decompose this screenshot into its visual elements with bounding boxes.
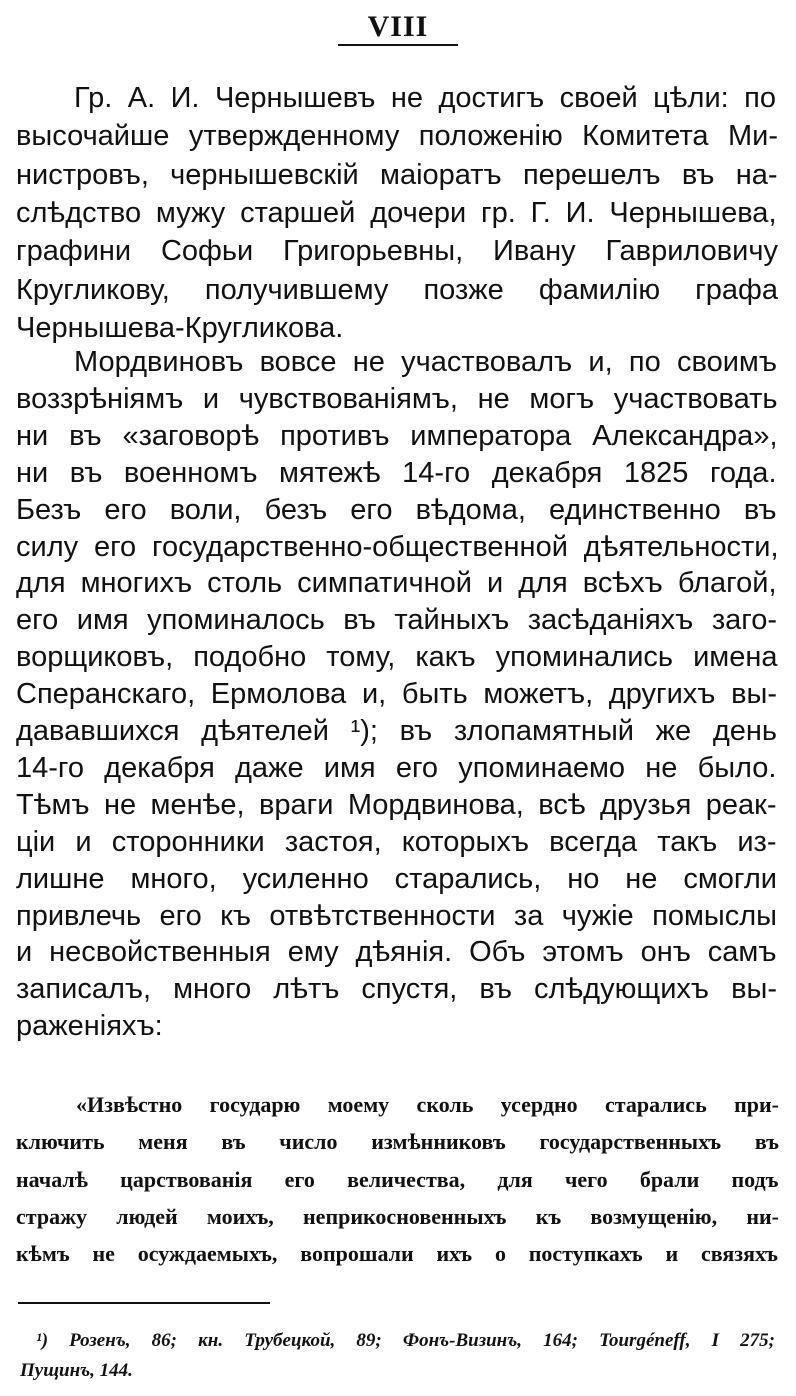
body-line: Безъ его воли, безъ его вѣдома, единственно въ <box>16 493 777 526</box>
quote-line: «Извѣстно государю моему сколь усердно старались при- <box>76 1092 779 1117</box>
footnote-line: ¹) Розенъ, 86; кн. Трубецкой, 89; Фонъ-Визинъ, 164; Tourgéneff, I 275; <box>36 1330 775 1351</box>
footnote-rule <box>18 1302 270 1304</box>
body-line: Чернышева-Кругликова. <box>16 311 344 344</box>
body-line: привлечь его къ отвѣтственности за чужіе помыслы <box>16 899 777 932</box>
body-line: графини Софьи Григорьевны, Ивану Гавриловичу <box>16 235 778 268</box>
quote-line: стражу людей моихъ, неприкосновенныхъ къ возмущенію, ни- <box>16 1203 779 1229</box>
body-line: его имя упоминалось въ тайныхъ засѣданіяхъ заго- <box>16 604 777 637</box>
body-line: Гр. А. И. Чернышевъ не достигъ своей цѣли: по <box>74 82 776 114</box>
body-line: ворщиковъ, подобно тому, какъ упоминались имена <box>16 641 778 674</box>
body-line: дававшихся дѣятелей ¹); въ злопамятный же день <box>16 715 777 747</box>
quote-line: началѣ царствованія его величества, для чего брали подъ <box>16 1166 779 1192</box>
body-line: Кругликову, получившему позже фамилію графа <box>16 273 778 306</box>
body-line: раженіяхъ: <box>16 1010 163 1043</box>
body-line: и несвойственныя ему дѣянія. Объ этомъ онъ самъ <box>16 936 777 969</box>
body-line: ни въ «заговорѣ противъ императора Александра», <box>16 419 778 452</box>
body-line: для многихъ столь симпатичной и для всѣхъ благой, <box>16 567 777 600</box>
body-line: силу его государственно-общественной дѣятельности, <box>16 530 779 563</box>
body-line: Сперанскаго, Ермолова и, быть можетъ, другихъ вы- <box>16 678 777 711</box>
body-line: лишне много, усиленно старались, но не смогли <box>16 862 777 895</box>
body-line: слѣдство мужу старшей дочери гр. Г. И. Чернышева, <box>16 196 777 229</box>
quote-line: ключить меня въ число измѣнниковъ государственныхъ въ <box>16 1129 779 1155</box>
body-line: нистровъ, чернышевскій маіоратъ перешелъ въ на- <box>16 158 778 191</box>
page-number-rule <box>338 44 458 46</box>
body-line: высочайше утвержденному положенію Комитета Ми- <box>16 120 778 153</box>
quote-line: кѣмъ не осуждаемыхъ, вопрошали ихъ о поступкахъ и связяхъ <box>16 1241 778 1267</box>
body-line: воззрѣніямъ и чувствованіямъ, не могъ участвовать <box>16 382 778 415</box>
body-line: 14-го декабря даже имя его упоминаемо не было. <box>16 751 777 784</box>
footnote-line: Пущинъ, 144. <box>20 1360 133 1381</box>
body-line: ни въ военномъ мятежѣ 14-го декабря 1825 года. <box>16 456 777 489</box>
page-number: VIII <box>367 10 429 43</box>
body-line: Мордвиновъ вовсе не участвовалъ и, по своимъ <box>74 346 777 378</box>
body-line: Тѣмъ не менѣе, враги Мордвинова, всѣ друзья реак- <box>16 788 777 821</box>
body-line: записалъ, много лѣтъ спустя, въ слѣдующихъ вы- <box>16 973 777 1006</box>
body-line: ціи и сторонники застоя, которыхъ всегда такъ из- <box>16 825 777 858</box>
